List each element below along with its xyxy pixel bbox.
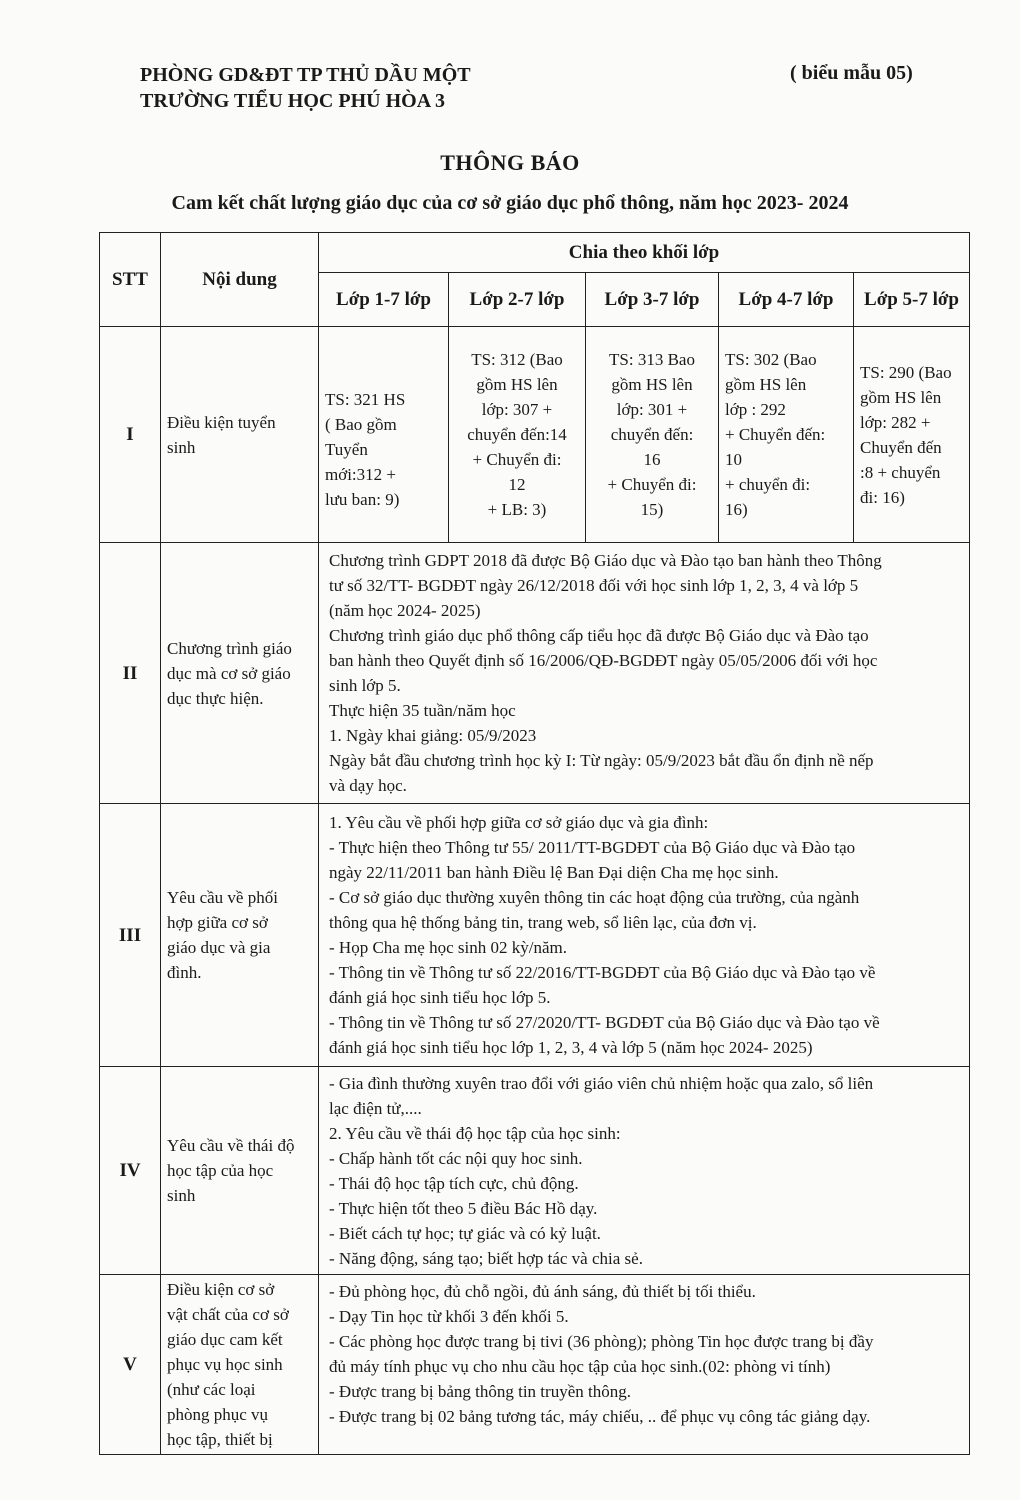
grade-header: Lớp 1-7 lớp: [319, 273, 449, 327]
cell-line: đi: 16): [860, 487, 905, 507]
cell-line: chuyển đến:: [610, 425, 694, 444]
content-line: Điều kiện tuyển: [167, 412, 276, 432]
row-number: I: [100, 327, 161, 543]
grade-cell: [449, 327, 586, 543]
cell-line: :8 + chuyển: [860, 462, 941, 482]
detail-line: và dạy học.: [329, 776, 407, 795]
detail-line: lạc điện tử,....: [329, 1098, 422, 1118]
header-stt: STT: [100, 233, 161, 327]
cell-line: lớp: 282 +: [860, 412, 931, 432]
detail-line: 1. Ngày khai giảng: 05/9/2023: [329, 726, 537, 745]
row-detail: [319, 543, 970, 804]
cell-line: TS: 312 (Bao: [471, 350, 563, 369]
row-detail: [319, 804, 970, 1067]
grade-header: Lớp 2-7 lớp: [449, 273, 586, 327]
content-line: phục vụ học sinh: [167, 1355, 283, 1374]
header-grade-group: Chia theo khối lớp: [319, 233, 970, 273]
row-number: III: [100, 804, 161, 1067]
row-detail: [319, 1275, 970, 1455]
cell-line: Tuyển: [325, 440, 368, 459]
detail-line: - Dạy Tin học từ khối 3 đến khối 5.: [329, 1307, 569, 1326]
grade-header: Lớp 4-7 lớp: [719, 273, 854, 327]
cell-line: TS: 290 (Bao: [860, 362, 952, 382]
cell-line: lớp: 307 +: [481, 400, 553, 419]
table-row: [100, 1275, 970, 1455]
detail-line: - Chấp hành tốt các nội quy hoc sinh.: [329, 1148, 583, 1168]
detail-line: - Thực hiện tốt theo 5 điều Bác Hồ dạy.: [329, 1198, 598, 1218]
cell-line: gồm HS lên: [611, 375, 693, 394]
header-block: [140, 62, 471, 114]
content-line: sinh: [167, 437, 196, 457]
detail-line: đủ máy tính phục vụ cho nhu cầu học tập của học sinh.(02: phòng vi tính): [329, 1357, 831, 1376]
header-content: Nội dung: [161, 233, 319, 327]
row-number: IV: [100, 1067, 161, 1275]
detail-line: đánh giá học sinh tiểu học lớp 5.: [329, 988, 551, 1007]
detail-line: - Năng động, sáng tạo; biết hợp tác và chia sẻ.: [329, 1248, 643, 1268]
school-name: TRƯỜNG TIỂU HỌC PHÚ HÒA 3: [140, 90, 446, 112]
detail-line: - Các phòng học được trang bị tivi (36 phòng); phòng Tin học được trang bị đầy: [329, 1332, 874, 1351]
detail-line: - Họp Cha mẹ học sinh 02 kỳ/năm.: [329, 938, 567, 957]
cell-line: gồm HS lên: [860, 387, 942, 407]
cell-line: + Chuyển đi:: [607, 475, 697, 494]
cell-line: 15): [640, 500, 664, 519]
content-line: Yêu cầu về thái độ: [167, 1136, 295, 1155]
row-content: [161, 327, 319, 543]
row-content: [161, 543, 319, 804]
cell-line: lớp : 292: [725, 400, 786, 419]
content-line: dục thực hiện.: [167, 688, 264, 708]
cell-line: lưu ban: 9): [325, 490, 400, 509]
detail-line: - Thông tin về Thông tư số 27/2020/TT- BGDĐT của Bộ Giáo dục và Đào tạo về: [329, 1013, 880, 1032]
cell-line: lớp: 301 +: [616, 400, 688, 419]
cell-line: 10: [725, 450, 742, 469]
cell-line: 16: [643, 450, 661, 469]
content-line: giáo dục và gia: [167, 938, 271, 957]
cell-line: gồm HS lên: [476, 375, 558, 394]
detail-line: tư số 32/TT- BGDĐT ngày 26/12/2018 đối với học sinh lớp 1, 2, 3, 4 và lớp 5: [329, 576, 859, 595]
detail-line: - Thông tin về Thông tư số 22/2016/TT-BGDĐT của Bộ Giáo dục và Đào tạo về: [329, 963, 876, 982]
row-content: [161, 804, 319, 1067]
grade-header: Lớp 3-7 lớp: [586, 273, 719, 327]
cell-line: + LB: 3): [487, 500, 547, 519]
row-detail: [319, 1067, 970, 1275]
department-name: PHÒNG GD&ĐT TP THỦ DẦU MỘT: [140, 64, 471, 86]
detail-line: 1. Yêu cầu về phối hợp giữa cơ sở giáo dục và gia đình:: [329, 813, 709, 832]
content-line: phòng phục vụ: [167, 1405, 269, 1424]
detail-line: - Được trang bị bảng thông tin truyền thông.: [329, 1382, 631, 1401]
cell-line: 16): [725, 500, 748, 519]
form-label: ( biểu mẫu 05): [790, 62, 913, 84]
table-row: [100, 804, 970, 1067]
content-line: Yêu cầu về phối: [167, 888, 278, 907]
detail-line: đánh giá học sinh tiểu học lớp 1, 2, 3, 4 và lớp 5 (năm học 2024- 2025): [329, 1038, 813, 1057]
content-line: Chương trình giáo: [167, 638, 292, 658]
row-content: [161, 1275, 319, 1455]
row-content: [161, 1067, 319, 1275]
grade-cell: [854, 327, 970, 543]
detail-line: sinh lớp 5.: [329, 676, 401, 695]
content-line: sinh: [167, 1186, 196, 1205]
cell-line: TS: 321 HS: [325, 390, 406, 409]
grade-cell: [586, 327, 719, 543]
detail-line: ban hành theo Quyết định số 16/2006/QĐ-BGDĐT ngày 05/05/2006 đối với học: [329, 651, 878, 670]
content-line: học tập của học: [167, 1161, 274, 1180]
cell-line: + Chuyển đi:: [472, 450, 562, 469]
content-line: Điều kiện cơ sở: [167, 1280, 275, 1299]
grade-header: Lớp 5-7 lớp: [854, 273, 970, 327]
detail-line: Chương trình GDPT 2018 đã được Bộ Giáo dục và Đào tạo ban hành theo Thông: [329, 551, 882, 570]
content-line: đình.: [167, 963, 202, 982]
detail-line: thông qua hệ thống bảng tin, trang web, sổ liên lạc, của đơn vị.: [329, 913, 757, 932]
content-line: giáo dục cam kết: [167, 1330, 283, 1349]
row-number: V: [100, 1275, 161, 1455]
grade-cell: [319, 327, 449, 543]
table-row: [100, 1067, 970, 1275]
detail-line: - Gia đình thường xuyên trao đổi với giáo viên chủ nhiệm hoặc qua zalo, sổ liên: [329, 1073, 874, 1093]
cell-line: TS: 313 Bao: [609, 350, 695, 369]
content-line: vật chất của cơ sở: [167, 1305, 289, 1324]
table-row: [100, 327, 970, 543]
page-subtitle: Cam kết chất lượng giáo dục của cơ sở giáo dục phổ thông, năm học 2023- 2024: [171, 192, 849, 214]
detail-line: - Biết cách tự học; tự giác và có kỷ luật.: [329, 1223, 601, 1243]
cell-line: gồm HS lên: [725, 375, 807, 394]
page-title: THÔNG BÁO: [440, 150, 580, 175]
detail-line: Thực hiện 35 tuần/năm học: [329, 701, 516, 720]
cell-line: chuyển đến:14: [467, 425, 567, 444]
detail-line: - Thực hiện theo Thông tư 55/ 2011/TT-BGDĐT của Bộ Giáo dục và Đào tạo: [329, 838, 856, 857]
cell-line: + Chuyển đến:: [725, 425, 826, 444]
cell-line: mới:312 +: [325, 465, 396, 484]
detail-line: Chương trình giáo dục phổ thông cấp tiểu học đã được Bộ Giáo dục và Đào tạo: [329, 626, 869, 645]
table-row: [100, 543, 970, 804]
row-number: II: [100, 543, 161, 804]
cell-line: 12: [508, 475, 526, 494]
detail-line: (năm học 2024- 2025): [329, 601, 481, 620]
content-line: hợp giữa cơ sở: [167, 913, 268, 932]
cell-line: ( Bao gồm: [325, 415, 397, 434]
cell-line: + chuyển đi:: [725, 475, 811, 494]
cell-line: Chuyển đến: [860, 437, 942, 457]
detail-line: - Thái độ học tập tích cực, chủ động.: [329, 1173, 579, 1193]
detail-line: ngày 22/11/2011 ban hành Điều lệ Ban Đại diện Cha mẹ học sinh.: [329, 863, 779, 882]
content-line: (như các loại: [167, 1380, 256, 1399]
commitment-table: [99, 232, 970, 1455]
detail-line: - Cơ sở giáo dục thường xuyên thông tin các hoạt động của trường, của ngành: [329, 888, 860, 907]
detail-line: - Được trang bị 02 bảng tương tác, máy chiếu, .. để phục vụ công tác giảng dạy.: [329, 1407, 871, 1426]
content-line: dục mà cơ sở giáo: [167, 663, 291, 683]
content-line: học tập, thiết bị: [167, 1430, 273, 1449]
detail-line: - Đủ phòng học, đủ chỗ ngồi, đủ ánh sáng, đủ thiết bị tối thiểu.: [329, 1282, 756, 1301]
cell-line: TS: 302 (Bao: [725, 350, 817, 369]
detail-line: 2. Yêu cầu về thái độ học tập của học sinh:: [329, 1123, 621, 1143]
grade-cell: [719, 327, 854, 543]
detail-line: Ngày bắt đầu chương trình học kỳ I: Từ ngày: 05/9/2023 bắt đầu ổn định nề nếp: [329, 751, 874, 770]
